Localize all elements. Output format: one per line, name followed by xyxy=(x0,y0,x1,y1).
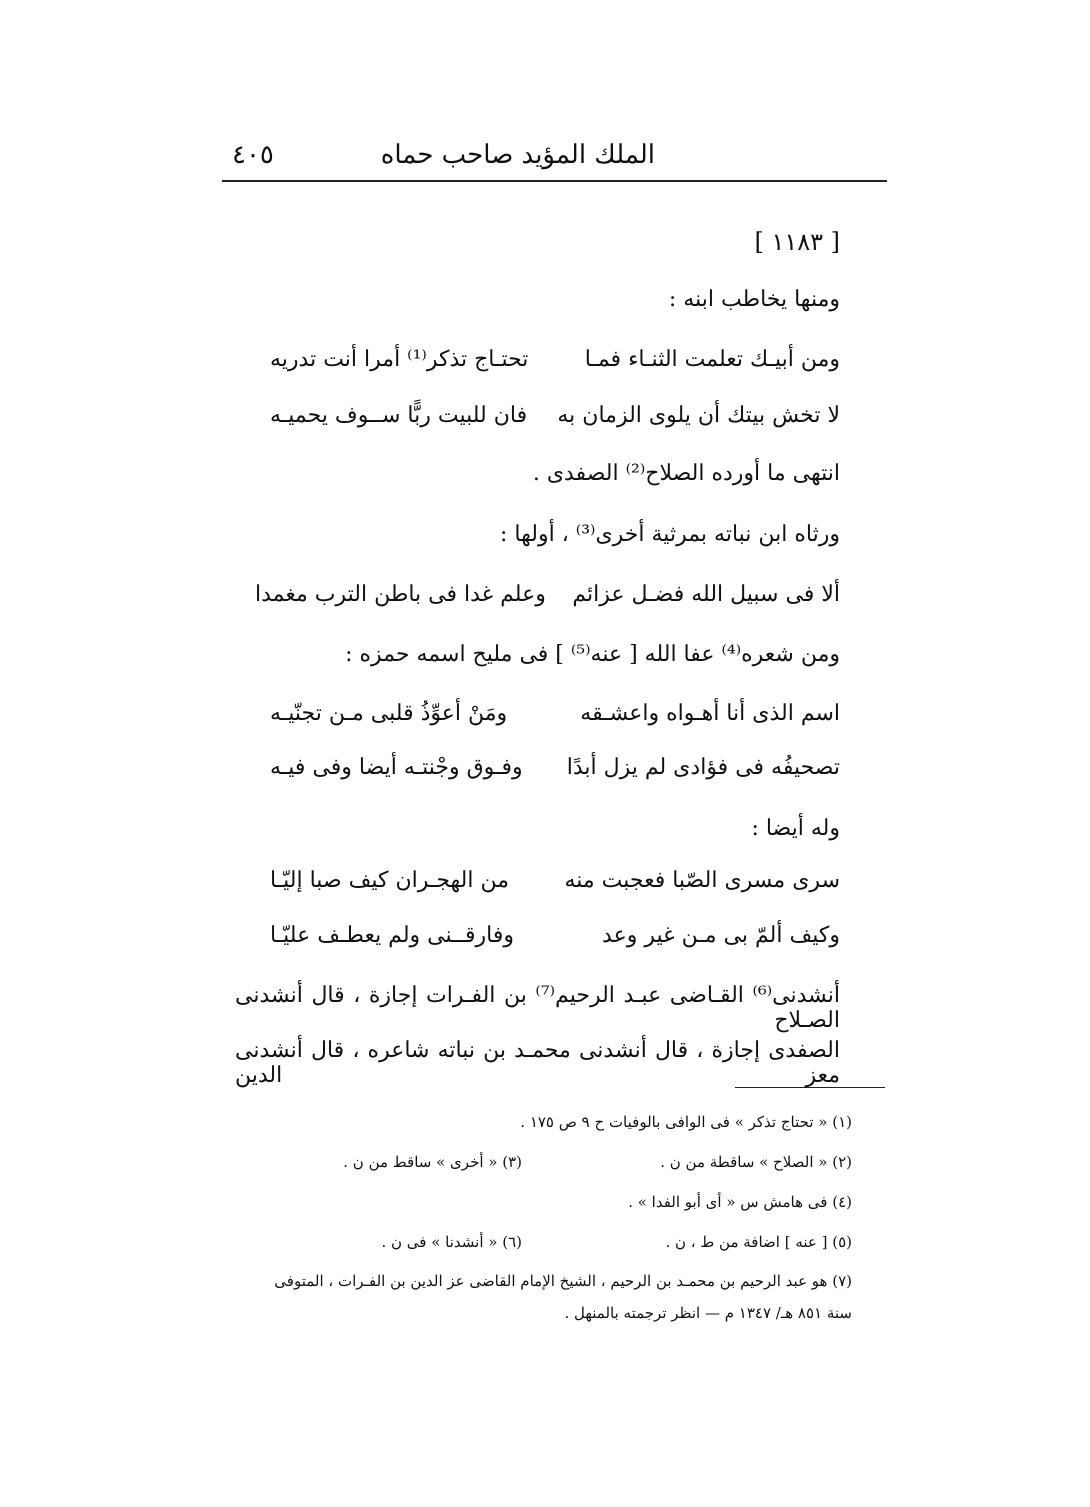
footnote-rule xyxy=(735,1087,885,1088)
header-rule xyxy=(222,180,887,182)
verse-hemistich-right: لا تخش بيتك أن يلوى الزمان به xyxy=(557,403,840,428)
verse-hemistich-right: وكيف ألمّ بى مـن غير وعد xyxy=(602,923,840,948)
verse-hemistich-left: وفـوق وجْنتـه أيضا وفى فيـه xyxy=(270,755,523,780)
footnote: (٢) « الصلاح » ساقطة من ن . xyxy=(660,1153,852,1171)
verse-line xyxy=(255,582,840,616)
footnote: (١) « تحتاج تذكر » فى الوافى بالوفيات ح ٩ ص ١٧٥ . xyxy=(520,1113,852,1131)
intro-line-3: ومن شعره⁽⁴⁾ عفا الله [ عنه⁽⁵⁾ ] فى مليح اسمه حمزه : xyxy=(345,642,840,667)
end-note-line: انتهى ما أورده الصلاح⁽²⁾ الصفدى . xyxy=(532,461,840,486)
footnote-row xyxy=(232,1233,852,1255)
intro-line-2: ورثاه ابن نباته بمرثية أخرى⁽³⁾ ، أولها : xyxy=(500,522,840,547)
verse-line xyxy=(270,403,840,437)
verse-hemistich-left: ومَنْ أعوِّذُ قلبى مـن تجنّيـه xyxy=(270,701,508,726)
verse-line xyxy=(270,923,840,957)
verse-line xyxy=(270,868,840,902)
footnote: (٧) هو عبد الرحيم بن محمـد بن الرحيم ، الشيخ الإمام القاضى عز الدين بن الفـرات ، المتوفى xyxy=(274,1272,852,1290)
intro-line-4: وله أيضا : xyxy=(751,816,840,841)
prose-line: أنشدنى⁽⁶⁾ القـاضى عبـد الرحيم⁽⁷⁾ بن الفـرات إجازة ، قال أنشدنى الصـلاح xyxy=(235,983,840,1033)
verse-hemistich-left: وعلم غدا فى باطن الترب مغمدا xyxy=(255,582,546,607)
prose-line: الصفدى إجازة ، قال أنشدنى محمـد بن نباته شاعره ، قال أنشدنى معز الدين xyxy=(235,1038,840,1088)
footnote: (٣) « أخرى » ساقط من ن . xyxy=(343,1153,522,1171)
verse-hemistich-right: ومن أبيـك تعلمت الثنـاء فمـا xyxy=(584,347,840,372)
footnote: (٤) فى هامش س « أى أبو الفدا » . xyxy=(628,1193,852,1211)
verse-hemistich-left: فان للبيت ربًّا ســوف يحميـه xyxy=(270,403,528,428)
entry-number: [ ١١٨٣ ] xyxy=(754,228,840,256)
verse-hemistich-right: ألا فى سبيل الله فضـل عزائم xyxy=(572,582,840,607)
verse-hemistich-right: تصحيفُه فى فؤادى لم يزل أبدًا xyxy=(566,755,840,780)
running-title: الملك المؤيد صاحب حماه xyxy=(380,140,655,170)
verse-line xyxy=(270,347,840,381)
intro-line-1: ومنها يخاطب ابنه : xyxy=(668,287,840,312)
footnote: سنة ٨٥١ هـ/ ١٣٤٧ م — انظر ترجمته بالمنهل . xyxy=(564,1304,852,1322)
verse-hemistich-right: اسم الذى أنا أهـواه واعشـقه xyxy=(580,701,840,726)
footnote: (٥) [ عنه ] اضافة من ط ، ن . xyxy=(665,1233,852,1251)
verse-line xyxy=(270,755,840,789)
page-number: ٤٠٥ xyxy=(232,140,274,170)
verse-hemistich-left: وفارقــنى ولم يعطـف عليّـا xyxy=(270,923,514,948)
verse-hemistich-right: سرى مسرى الصّبا فعجبت منه xyxy=(564,868,840,893)
footnote: (٦) « أنشدنا » فى ن . xyxy=(381,1233,522,1251)
footnote-row xyxy=(232,1153,852,1175)
verse-hemistich-left: من الهجـران كيف صبا إليّـا xyxy=(270,868,510,893)
verse-hemistich-left: تحتـاج تذكر⁽¹⁾ أمرا أنت تدريه xyxy=(270,347,529,372)
verse-line xyxy=(270,701,840,735)
